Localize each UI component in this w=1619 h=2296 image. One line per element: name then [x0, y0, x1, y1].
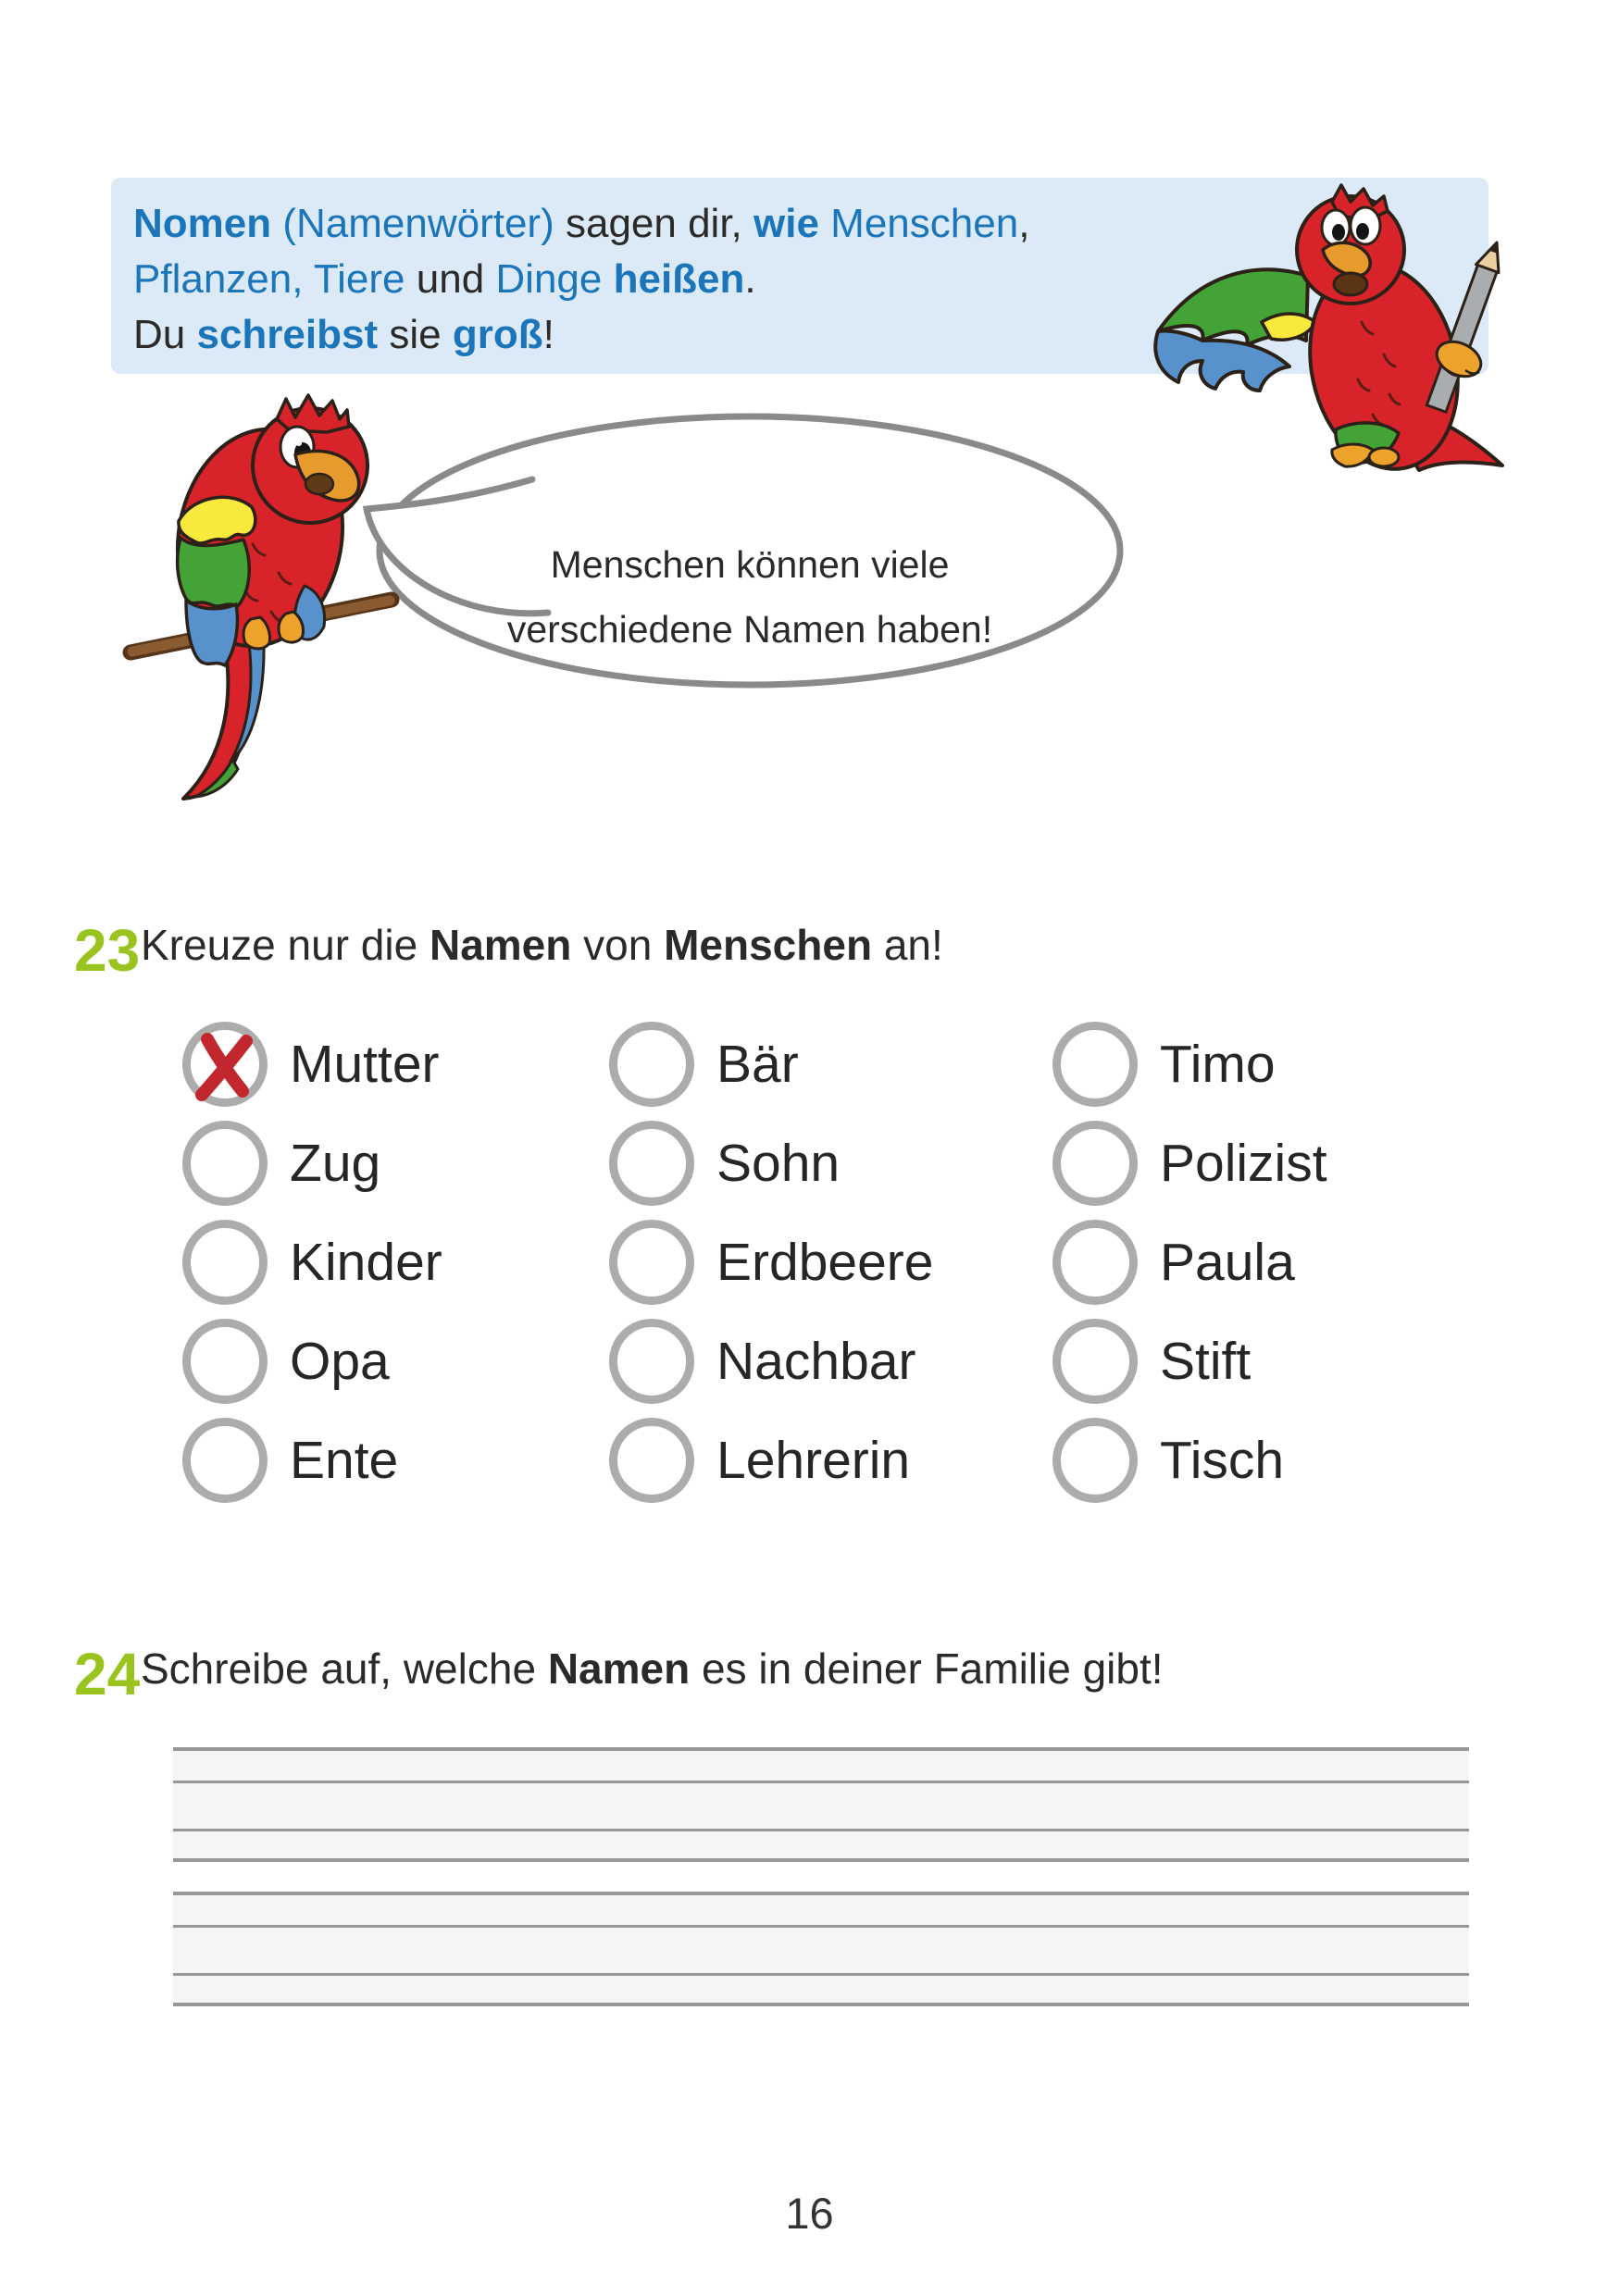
checkbox-label: Paula — [1160, 1232, 1295, 1292]
text-segment: sagen dir, — [554, 201, 754, 246]
exercise-24-prompt — [141, 1644, 1164, 1694]
checkbox-circle[interactable] — [182, 1220, 268, 1305]
checkbox-item — [1052, 1410, 1327, 1509]
page-number: 16 — [785, 2189, 834, 2238]
text-segment: und — [405, 256, 496, 302]
checkbox-circle[interactable] — [609, 1319, 694, 1404]
text-segment: schreibst — [196, 312, 379, 357]
checkbox-circle[interactable] — [609, 1220, 694, 1305]
checkbox-circle[interactable] — [1052, 1220, 1138, 1305]
text-segment: Schreibe auf, welche — [141, 1644, 548, 1693]
checkbox-label: Kinder — [290, 1232, 442, 1292]
checkbox-item — [609, 1212, 934, 1311]
checkbox-column — [182, 1014, 442, 1509]
checkbox-circle[interactable] — [182, 1319, 268, 1404]
text-segment: Menschen — [830, 201, 1019, 246]
speech-bubble-text — [463, 532, 1037, 662]
checkbox-item — [182, 1311, 442, 1410]
checkbox-label: Lehrerin — [716, 1430, 911, 1490]
text-segment: von — [571, 921, 665, 969]
checkbox-label: Nachbar — [716, 1331, 916, 1391]
writing-rule — [173, 1925, 1469, 1928]
checkbox-circle[interactable] — [1052, 1022, 1138, 1107]
checkbox-circle[interactable] — [182, 1121, 268, 1206]
checkbox-item — [182, 1113, 442, 1212]
text-segment: ! — [542, 312, 554, 357]
text-segment: sie — [378, 312, 453, 357]
text-segment: es in deiner Familie gibt! — [690, 1644, 1164, 1693]
checkbox-label: Mutter — [290, 1034, 440, 1094]
text-segment: Tiere — [313, 256, 405, 302]
checkbox-label: Bär — [716, 1034, 799, 1094]
checkbox-label: Sohn — [716, 1133, 841, 1193]
checkbox-circle-checked[interactable] — [182, 1022, 268, 1107]
writing-rule — [173, 2003, 1469, 2006]
text-segment: Namen — [429, 921, 572, 969]
parrot-perched-icon — [114, 391, 458, 803]
checkbox-label: Erdbeere — [716, 1232, 934, 1292]
checkbox-item — [1052, 1311, 1327, 1410]
text-segment: Menschen — [664, 921, 873, 969]
checkbox-label: Opa — [290, 1331, 390, 1391]
text-segment — [303, 256, 313, 302]
text-segment: Pflanzen, — [133, 256, 304, 302]
speech-bubble-line: verschiedene Namen haben! — [506, 608, 993, 651]
writing-lines-group[interactable] — [173, 1747, 1469, 1862]
red-x-mark — [180, 1019, 270, 1110]
text-segment: . — [744, 256, 756, 302]
checkbox-item — [182, 1212, 442, 1311]
checkbox-circle[interactable] — [609, 1121, 694, 1206]
checkbox-label: Timo — [1160, 1034, 1276, 1094]
checkbox-circle[interactable] — [1052, 1418, 1138, 1503]
checkbox-label: Zug — [290, 1133, 381, 1193]
exercise-24-number: 24 — [74, 1641, 141, 1707]
writing-rule — [173, 1973, 1469, 1976]
writing-rule — [173, 1892, 1469, 1895]
text-segment — [602, 256, 613, 302]
text-segment: Dinge — [495, 256, 603, 302]
text-segment: , — [1018, 201, 1030, 246]
checkbox-item — [1052, 1014, 1327, 1113]
checkbox-item — [609, 1311, 934, 1410]
checkbox-grid — [0, 1014, 1619, 1519]
writing-lines-group[interactable] — [173, 1892, 1469, 2006]
writing-rule — [173, 1858, 1469, 1862]
writing-rule — [173, 1781, 1469, 1783]
checkbox-item — [609, 1113, 934, 1212]
speech-bubble-line: Menschen können viele — [550, 543, 950, 586]
checkbox-column — [609, 1014, 934, 1509]
checkbox-circle[interactable] — [609, 1418, 694, 1503]
checkbox-circle[interactable] — [1052, 1121, 1138, 1206]
checkbox-item — [609, 1410, 934, 1509]
text-segment: (Namenwörter) — [271, 201, 554, 246]
checkbox-item — [182, 1410, 442, 1509]
text-segment: an! — [872, 921, 943, 969]
writing-rule — [173, 1829, 1469, 1831]
checkbox-label: Ente — [290, 1430, 399, 1490]
text-segment — [819, 201, 830, 246]
checkbox-circle[interactable] — [1052, 1319, 1138, 1404]
text-segment: Nomen — [133, 201, 272, 246]
writing-rule — [173, 1747, 1469, 1751]
text-segment: groß — [452, 312, 543, 357]
checkbox-item — [609, 1014, 934, 1113]
exercise-23-prompt — [141, 920, 943, 970]
checkbox-column — [1052, 1014, 1327, 1509]
checkbox-circle[interactable] — [182, 1418, 268, 1503]
checkbox-item — [182, 1014, 442, 1113]
text-segment: heißen — [613, 256, 745, 302]
parrot-with-pencil-icon — [1151, 183, 1513, 479]
checkbox-item — [1052, 1113, 1327, 1212]
text-segment: Namen — [547, 1644, 691, 1693]
checkbox-label: Polizist — [1160, 1133, 1327, 1193]
exercise-23-number: 23 — [74, 917, 141, 984]
text-segment: Du — [133, 312, 197, 357]
checkbox-label: Tisch — [1160, 1430, 1285, 1490]
checkbox-item — [1052, 1212, 1327, 1311]
checkbox-label: Stift — [1160, 1331, 1252, 1391]
text-segment: wie — [753, 201, 819, 246]
text-segment: Kreuze nur die — [141, 921, 430, 969]
checkbox-circle[interactable] — [609, 1022, 694, 1107]
